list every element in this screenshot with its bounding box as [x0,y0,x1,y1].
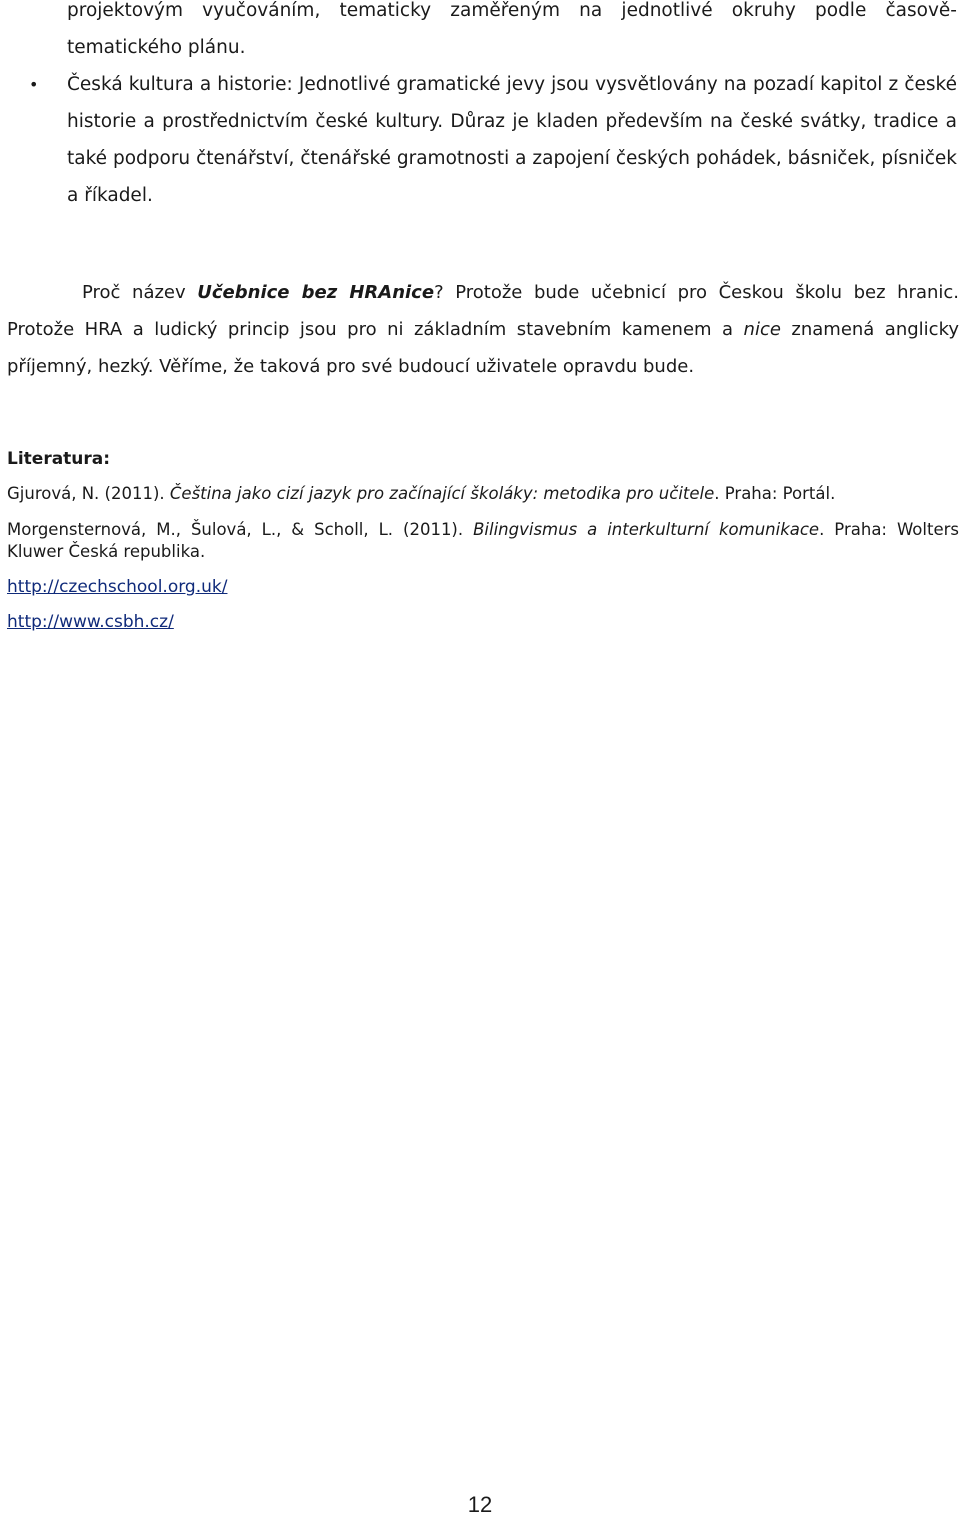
reference-publisher: . Praha: Portál. [714,484,836,503]
bullet-text-part-2: Důraz je kladen především na české svátky, tradice a také podporu čtenářství, čtenářské gramotnosti a zapojení českých pohádek, básniček, písniček a říkadel. [67,111,957,206]
page-number: 12 [467,1492,493,1517]
motto-question-start: Proč název [82,282,198,303]
motto-end: znamená anglicky příjemný, hezký. Věříme, že taková pro své budoucí uživatele opravdu bude. [7,319,960,377]
motto-question-end: ? Protože bude učebnicí pro Českou školu bez hranic. Protože HRA a ludický princip jsou pro ni základním stavebním kamenem a [7,282,960,340]
bullet-text-part-1: Česká kultura a historie: Jednotlivé gramatické jevy jsou vysvětlovány na pozadí kapitol z české historie a prostřednictvím české kultury. [67,74,957,132]
literature-heading: Literatura: [7,449,111,469]
reference-author: Gjurová, N. (2011). [7,484,170,503]
bullet-icon: • [29,75,39,94]
link-czechschool[interactable]: http://czechschool.org.uk/ [7,577,228,597]
reference-title: Čeština jako cizí jazyk pro začínající školáky: metodika pro učitele [169,484,715,503]
bullet-item-culture-history [29,66,957,214]
reference-author: Morgensternová, M., Šulová, L., & Scholl, L. (2011). [7,520,474,539]
link-csbh[interactable]: http://www.csbh.cz/ [7,612,174,632]
reference-publisher: . Praha: Wolters Kluwer Česká republika. [7,520,959,561]
motto-nice-word: nice [743,319,781,340]
title-explanation-paragraph [7,274,959,385]
bullet-list-continuation [29,0,957,214]
continued-text: projektovým vyučováním, tematicky zaměřeným na jednotlivé okruhy podle časově-tematického plánu. [67,0,957,58]
reference-gjurova [7,483,959,505]
reference-title: Bilingvismus a interkulturní komunikace [473,520,820,539]
reference-morgensternova [7,519,959,563]
motto-title: Učebnice bez HRAnice [197,282,435,303]
